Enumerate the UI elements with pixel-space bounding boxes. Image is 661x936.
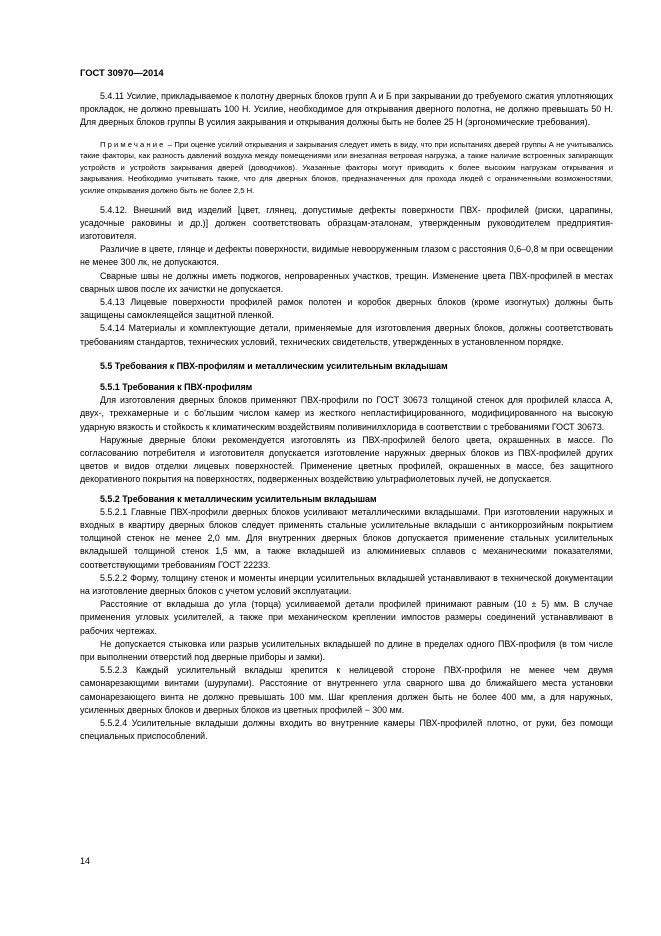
clause-5-4-13: 5.4.13 Лицевые поверхности профилей рамок полотен и коробок дверных блоков (кроме изогнутых) должны быть защищены самоклеящейся защитной пленкой.	[80, 297, 613, 321]
clause-5-4-12-difference: Различие в цвете, глянце и дефекты поверхности, видимые невооруженным глазом с расстояния 0,6–0,8 м при освещении не менее 300 лк, не допускаются.	[80, 244, 613, 268]
note-text: – При оценке усилий открывания и закрывания следует иметь в виду, что при испытаниях дверей группы А не учитывались такие факторы, как разность давлений воздуха между помещениями или внезапная ветровая нагрузка, а также наличие встроенных запирающих устройств и устройств закрывания дверей (доводчиков). Указанные факторы могут приводить к более высоким нагрузкам открывания и закрывания. Необходимо учитывать также, что для дверных блоков, предназначенных для прохода людей с ограниченными возможностями, усилие открывания должно быть не более 2,5 Н.	[80, 139, 613, 195]
clause-5-5-2-4: 5.5.2.4 Усилительные вкладыши должны входить во внутренние камеры ПВХ-профилей плотно, от руки, без помощи специальных приспособлений.	[80, 718, 613, 742]
note	[80, 139, 613, 197]
document-header: ГОСТ 30970—2014	[80, 67, 164, 78]
note-label: Примечание	[100, 139, 166, 149]
clause-5-5-1-a: Для изготовления дверных блоков применяют ПВХ-профили по ГОСТ 30673 толщиной стенок для профилей класса А, двух-, трехкамерные и с бо'льшим числом камер из жесткого непластифицированного, модифицированного на высокую ударную вязкость и стойкость к климатическим воздействиям поливинилхлорида в соответствии с требованиями ГОСТ 30673.	[80, 395, 613, 432]
clause-5-5-2-3: 5.5.2.3 Каждый усилительный вкладыш крепится к нелицевой стороне ПВХ-профиля не менее чем двумя самонарезающими винтами (шурупами). Расстояние от внутреннего угла сварного шва до ближайшего места установки самонарезающего винта не должно превышать 100 мм. Шаг крепления должен быть не более 400 мм, а для наружных, усиленных дверных блоков и дверных блоков из цветных профилей − 300 мм.	[80, 665, 613, 715]
section-heading-5-5: 5.5 Требования к ПВХ-профилям и металлическим усилительным вкладышам	[100, 360, 448, 371]
clause-5-4-14: 5.4.14 Материалы и комплектующие детали, применяемые для изготовления дверных блоков, должны соответствовать требованиям стандартов, технических условий, технических свидетельств, утвержденных в установленном порядке.	[80, 323, 613, 347]
clause-5-4-11: 5.4.11 Усилие, прикладываемое к полотну дверных блоков групп А и Б при закрывании до требуемого сжатия уплотняющих прокладок, не должно превышать 100 Н. Усилие, необходимое для открывания дверного полотна, не должно превышать 50 Н. Для дверных блоков группы В усилия закрывания и открывания должны быть не более 25 Н (эргономические требования).	[80, 91, 613, 128]
clause-5-5-2-2: 5.5.2.2 Форму, толщину стенок и моменты инерции усилительных вкладышей устанавливают в технической документации на изготовление дверных блоков с учетом условий эксплуатации.	[80, 572, 613, 597]
clause-5-4-12: 5.4.12. Внешний вид изделий [цвет, глянец, допустимые дефекты поверхности ПВХ- профилей (риски, царапины, усадочные раковины и др.)] должен соответствовать образцам-эталонам, утвержденным руководителем предприятия-изготовителя.	[80, 204, 613, 241]
subsection-heading-5-5-1: 5.5.1 Требования к ПВХ-профилям	[100, 382, 253, 393]
page-number: 14	[80, 856, 91, 866]
clause-5-5-2-2-distance: Расстояние от вкладыша до угла (торца) усиливаемой детали профилей принимают равным (10 ± 5) мм. В случае применения угловых усилителей, а также при механическом креплении импостов размеры соединений устанавливают в рабочих чертежах.	[80, 599, 613, 636]
document-body	[80, 90, 613, 744]
clause-5-5-2-2-joint: Не допускается стыковка или разрыв усилительных вкладышей по длине в пределах одного ПВХ-профиля (в том числе при выполнении отверстий под дверные приборы и замки).	[80, 638, 613, 663]
clause-5-4-12-welds: Сварные швы не должны иметь поджогов, непроваренных участков, трещин. Изменение цвета ПВХ-профилей в местах сварных швов после их зачистки не допускается.	[80, 270, 613, 294]
subsection-heading-5-5-2: 5.5.2 Требования к металлическим усилительным вкладышам	[100, 493, 377, 504]
clause-5-5-1-b: Наружные дверные блоки рекомендуется изготовлять из ПВХ-профилей белого цвета, окрашенных в массе. По согласованию потребителя и изготовителя допускается изготовление наружных дверных блоков из ПВХ-профилей других цветов и видов отделки лицевых поверхностей. Применение цветных профилей, окрашенных в массе, без защитного декоративного покрытия на поверхностях, подверженных воздействию ультрафиолетовых лучей, не допускается.	[80, 434, 613, 485]
clause-5-5-2-1: 5.5.2.1 Главные ПВХ-профили дверных блоков усиливают металлическими вкладышами. При изготовлении наружных и входных в квартиру дверных блоков следует применять стальные усилительные вкладыши с антикоррозийным покрытием толщиной стенок не менее 2,0 мм. Для внутренних дверных блоков допускается применение стальных усилительных вкладышей толщиной стенок 1,5 мм, а также вкладышей из алюминиевых сплавов с механическими показателями, соответствующими требованиям ГОСТ 22233.	[80, 506, 613, 570]
